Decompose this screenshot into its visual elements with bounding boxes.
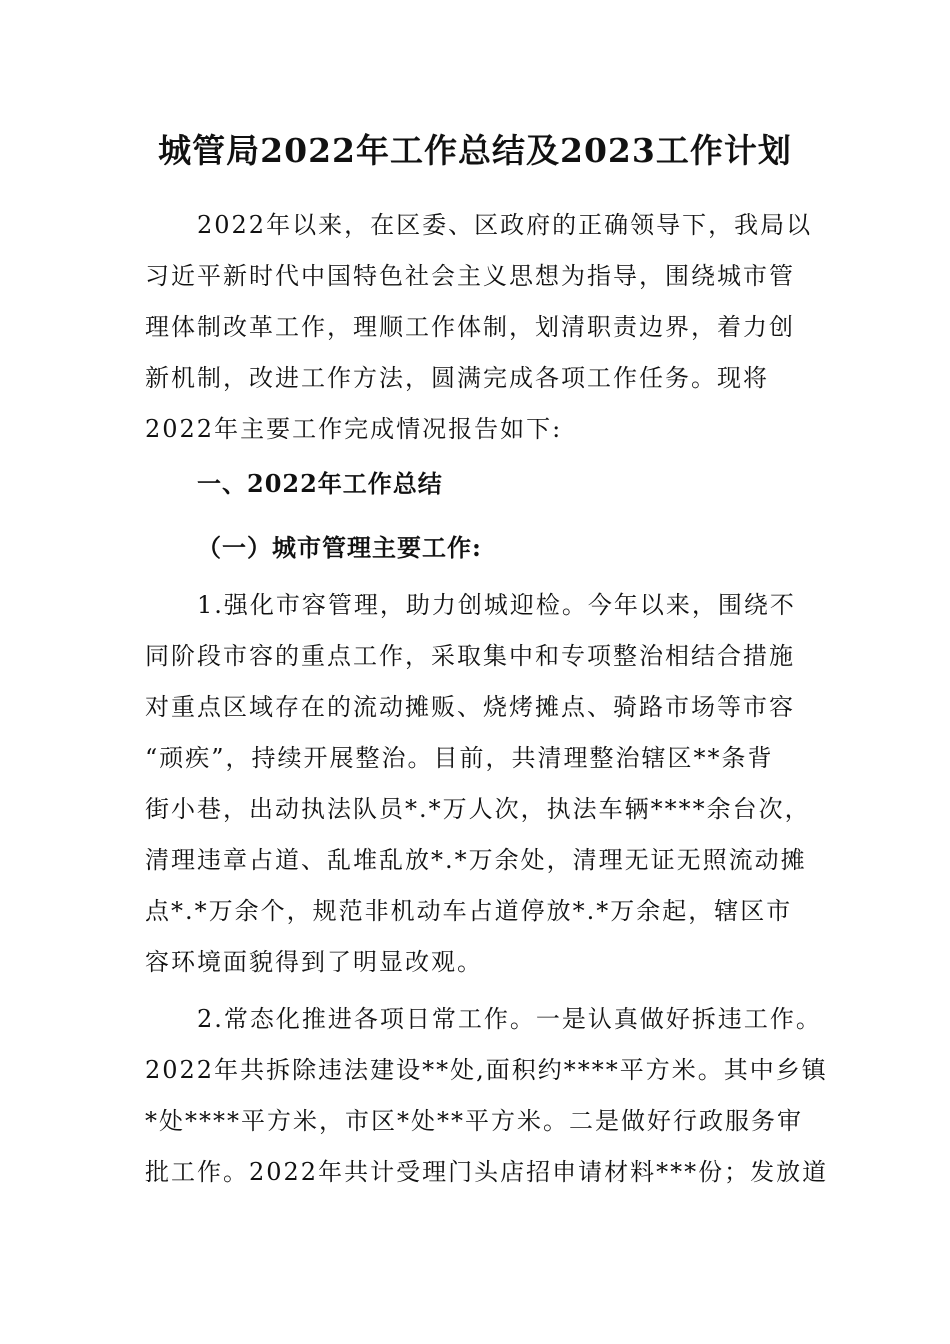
- document-title: 城管局2022年工作总结及2023工作计划: [158, 131, 792, 170]
- paragraph-line: 2.常态化推进各项日常工作。一是认真做好拆违工作。: [197, 1005, 822, 1033]
- paragraph-line: *处****平方米，市区*处**平方米。二是做好行政服务审: [145, 1107, 803, 1135]
- paragraph-line: 点*.*万余个，规范非机动车占道停放*.*万余起，辖区市: [145, 897, 793, 925]
- section-heading: 一、2022年工作总结: [197, 469, 443, 498]
- paragraph-line: 对重点区域存在的流动摊贩、烧烤摊点、骑路市场等市容: [145, 693, 795, 721]
- paragraph-line: 街小巷，出动执法队员*.*万人次，执法车辆****余台次，: [145, 795, 811, 823]
- paragraph-line: 理体制改革工作，理顺工作体制，划清职责边界，着力创: [145, 313, 795, 341]
- paragraph-line: “顽疾”，持续开展整治。目前，共清理整治辖区**条背: [145, 744, 774, 772]
- paragraph-line: 习近平新时代中国特色社会主义思想为指导，围绕城市管: [145, 262, 795, 290]
- paragraph-line: 容环境面貌得到了明显改观。: [145, 948, 483, 976]
- paragraph-line: 新机制，改进工作方法，圆满完成各项工作任务。现将: [145, 364, 769, 392]
- paragraph-line: 2022年共拆除违法建设**处,面积约****平方米。其中乡镇: [145, 1056, 828, 1084]
- paragraph-line: 1.强化市容管理，助力创城迎检。今年以来，围绕不: [197, 591, 796, 619]
- item-1-paragraph: [145, 580, 810, 988]
- paragraph-line: 批工作。2022年共计受理门头店招申请材料***份；发放道: [145, 1158, 829, 1186]
- paragraph-line: 同阶段市容的重点工作，采取集中和专项整治相结合措施: [145, 642, 795, 670]
- subsection-heading: （一）城市管理主要工作:: [197, 533, 482, 562]
- paragraph-line: 2022年主要工作完成情况报告如下:: [145, 415, 563, 443]
- paragraph-line: 2022年以来，在区委、区政府的正确领导下，我局以: [197, 211, 813, 239]
- item-2-paragraph: [145, 994, 829, 1198]
- intro-paragraph: [145, 200, 813, 455]
- paragraph-line: 清理违章占道、乱堆乱放*.*万余处，清理无证无照流动摊: [145, 846, 807, 874]
